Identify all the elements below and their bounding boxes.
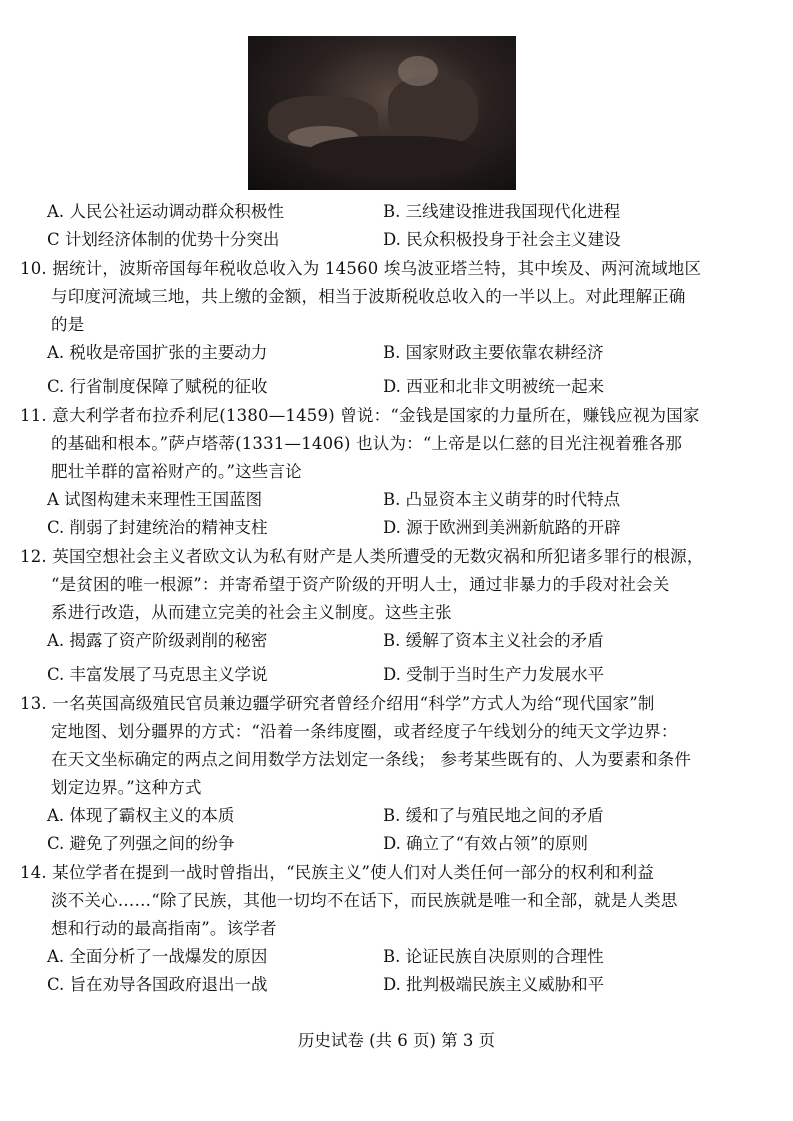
q9-option-c: C 计划经济体制的优势十分突出 (47, 230, 280, 249)
q12-option-d: D. 受制于当时生产力发展水平 (383, 665, 605, 684)
q10-option-d: D. 西亚和北非文明被统一起来 (383, 377, 605, 396)
q13-option-a: A. 体现了霸权主义的本质 (47, 806, 235, 825)
exam-photo (248, 36, 516, 190)
q10-stem-line: 10. 据统计，波斯帝国每年税收总收入为 14560 埃乌波亚塔兰特，其中埃及、两河流域地区 (20, 259, 702, 278)
q14-stem-line: 想和行动的最高指南”。该学者 (51, 919, 277, 938)
q13-stem-line: 13. 一名英国高级殖民官员兼边疆学研究者曾经介绍用“科学”方式人为给“现代国家”制 (20, 694, 655, 713)
q11-option-c: C. 削弱了封建统治的精神支柱 (47, 518, 268, 537)
q14-stem-line: 14. 某位学者在提到一战时曾指出，“民族主义”使人们对人类任何一部分的权利和利益 (20, 863, 655, 882)
q10-option-c: C. 行省制度保障了赋税的征收 (47, 377, 268, 396)
q14-option-a: A. 全面分析了一战爆发的原因 (47, 947, 268, 966)
q11-option-d: D. 源于欧洲到美洲新航路的开辟 (383, 518, 621, 537)
q9-option-b: B. 三线建设推进我国现代化进程 (383, 202, 621, 221)
q10-stem-line: 的是 (51, 315, 85, 334)
q12-stem-line: “是贫困的唯一根源”：并寄希望于资产阶级的开明人士，通过非暴力的手段对社会关 (51, 575, 670, 594)
q10-option-a: A. 税收是帝国扩张的主要动力 (47, 343, 268, 362)
q13-option-d: D. 确立了“有效占领”的原则 (383, 834, 589, 853)
q12-stem-line: 12. 英国空想社会主义者欧文认为私有财产是人类所遭受的无数灾祸和所犯诸多罪行的根源， (20, 547, 704, 566)
q13-option-b: B. 缓和了与殖民地之间的矛盾 (383, 806, 604, 825)
q12-option-a: A. 揭露了资产阶级剥削的秘密 (47, 631, 268, 650)
q10-option-b: B. 国家财政主要依靠农耕经济 (383, 343, 604, 362)
q12-option-b: B. 缓解了资本主义社会的矛盾 (383, 631, 604, 650)
q11-stem-line: 肥壮羊群的富裕财产的。”这些言论 (51, 462, 302, 481)
q9-option-a: A. 人民公社运动调动群众积极性 (47, 202, 284, 221)
q10-stem-line: 与印度河流域三地，共上缴的金额，相当于波斯税收总收入的一半以上。对此理解正确 (51, 287, 686, 306)
q14-option-d: D. 批判极端民族主义威胁和平 (383, 975, 605, 994)
q13-stem-line: 划定边界。”这种方式 (51, 778, 202, 797)
q14-stem-line: 淡不关心……“除了民族，其他一切均不在话下，而民族就是唯一和全部，就是人类思 (51, 891, 678, 910)
q13-stem-line: 在天文坐标确定的两点之间用数学方法划定一条线； 参考某些既有的、人为要素和条件 (51, 750, 692, 769)
q12-stem-line: 系进行改造，从而建立完美的社会主义制度。这些主张 (51, 603, 452, 622)
q11-option-b: B. 凸显资本主义萌芽的时代特点 (383, 490, 621, 509)
q11-stem-line: 11. 意大利学者布拉乔利尼(1380—1459) 曾说：“金钱是国家的力量所在，赚钱应视为国家 (20, 406, 700, 425)
q14-option-c: C. 旨在劝导各国政府退出一战 (47, 975, 268, 994)
page-footer: 历史试卷 (共 6 页) 第 3 页 (297, 1031, 496, 1050)
q12-option-c: C. 丰富发展了马克思主义学说 (47, 665, 268, 684)
q13-option-c: C. 避免了列强之间的纷争 (47, 834, 235, 853)
q11-stem-line: 的基础和根本。”萨卢塔蒂(1331—1406) 也认为：“上帝是以仁慈的目光注视着雅各那 (51, 434, 683, 453)
q9-option-d: D. 民众积极投身于社会主义建设 (383, 230, 621, 249)
q14-option-b: B. 论证民族自决原则的合理性 (383, 947, 604, 966)
q11-option-a: A 试图构建未来理性王国蓝图 (47, 490, 263, 509)
q13-stem-line: 定地图、划分疆界的方式：“沿着一条纬度圈，或者经度子午线划分的纯天文学边界： (51, 722, 678, 741)
